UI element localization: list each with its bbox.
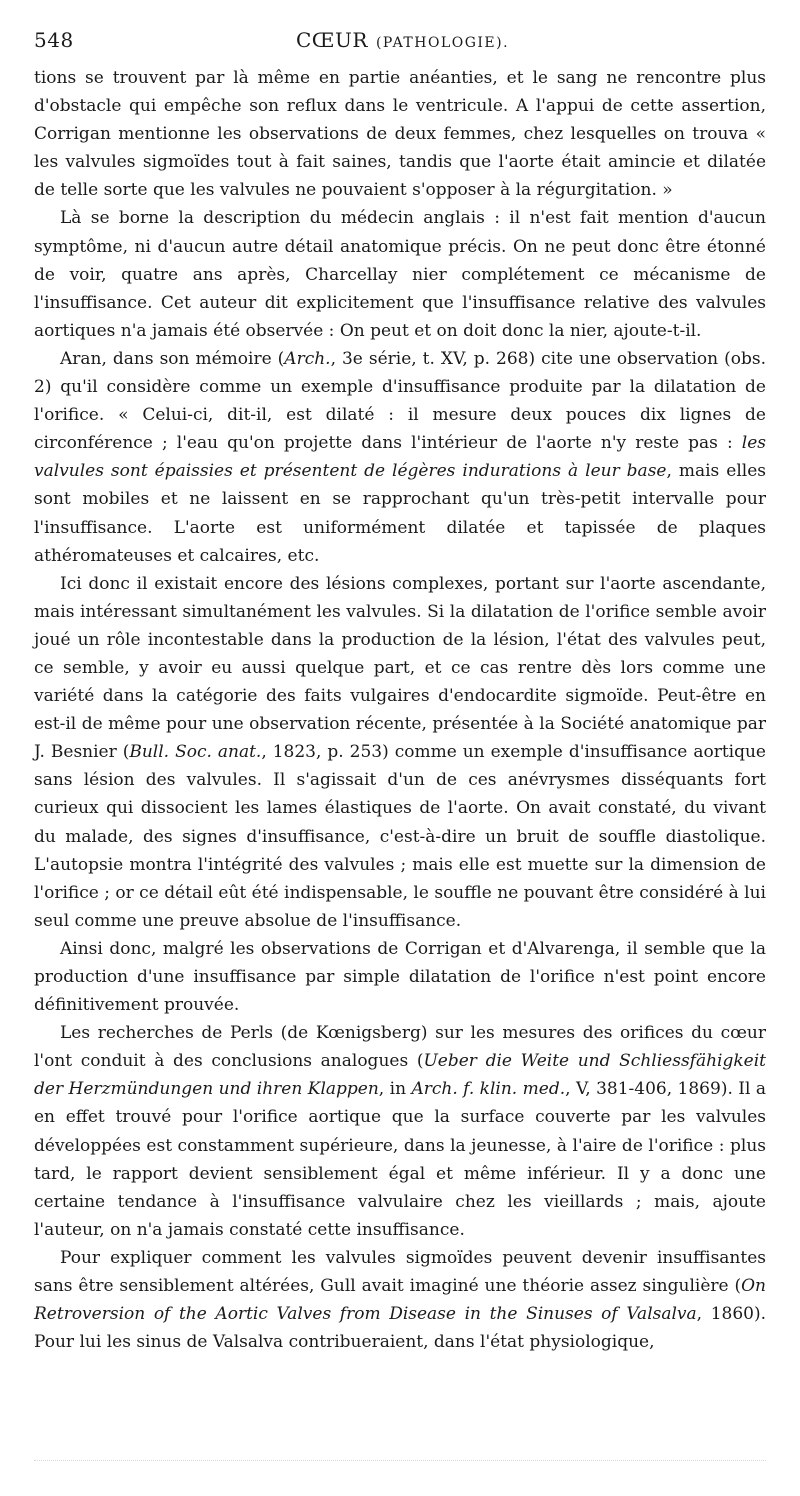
text-run: Les recherches de Perls (de Kœnigsberg) sur les mesures des orifices du cœur l'ont conduit à des conclusions analogues (: [34, 1023, 766, 1072]
book-page: [34, 28, 766, 1356]
paragraph-p1: [34, 64, 766, 204]
page-number: 548: [34, 28, 74, 52]
italic-text: Arch.: [284, 348, 331, 369]
running-title: CŒUR: [296, 28, 368, 52]
paragraph-p7: [34, 1244, 766, 1356]
bottom-scan-artifact: [34, 1460, 766, 1465]
italic-text: Arch. f. klin. med.: [411, 1079, 566, 1100]
text-run: , 1860). Pour lui les sinus de Valsalva contribueraient, dans l'état physiologique,: [34, 1304, 767, 1353]
text-run: Là se borne la description du médecin anglais : il n'est fait mention d'aucun symptôme, ni d'aucun autre détail anatomique précis. On ne peut donc être étonné de voir, quatre ans après, Charcellay nier complétement ce mécanisme de l'insuffisance. Cet auteur dit explicitement que l'insuffisance relative des valvules aortiques n'a jamais été observée : On peut et on doit donc la nier, ajoute-t-il.: [34, 208, 766, 341]
text-run: , mais elles sont mobiles et ne laissent en se rapprochant qu'un très-petit intervalle pour l'insuffisance. L'aorte est uniformément dilatée et tapissée de plaques athéromateuses et calcaires, etc.: [34, 461, 766, 566]
italic-text: les valvules sont épaissies et présentent de légères indurations à leur base: [34, 433, 766, 482]
text-run: Aran, dans son mémoire (: [60, 348, 285, 369]
italic-text: On Retroversion of the Aortic Valves from Disease in the Sinuses of Valsalva: [34, 1276, 766, 1325]
running-head: [34, 28, 766, 64]
italic-text: Bull. Soc. anat.: [129, 742, 262, 763]
text-run: tions se trouvent par là même en partie anéanties, et le sang ne rencontre plus d'obstacle qui empêche son reflux dans le ventricule. A l'appui de cette assertion, Corrigan mentionne les observations de deux femmes, chez lesquelles on trouva « les valvules sigmoïdes tout à fait saines, tandis que l'aorte était amincie et dilatée de telle sorte que les valvules ne pouvaient s'opposer à la régurgitation. »: [34, 68, 766, 201]
paragraph-p4: [34, 570, 766, 935]
paragraph-p5: [34, 935, 766, 1019]
running-subtitle: (PATHOLOGIE).: [375, 35, 510, 51]
text-run: Ainsi donc, malgré les observations de Corrigan et d'Alvarenga, il semble que la production d'une insuffisance par simple dilatation de l'orifice n'est point encore définitivement prouvée.: [34, 938, 766, 1016]
text-run: Pour expliquer comment les valvules sigmoïdes peuvent devenir insuffisantes sans être sensiblement altérées, Gull avait imaginé une théorie assez singulière (: [34, 1247, 766, 1297]
body-text: [34, 64, 766, 1356]
paragraph-p2: [34, 204, 766, 344]
text-run: , 3e série, t. XV, p. 268) cite une observation (obs. 2) qu'il considère comme un exemple d'insuffisance produite par la dilatation de l'orifice. « Celui-ci, dit-il, est dilaté : il mesure deux pouces dix lignes de circonférence ; l'eau qu'on projette dans l'intérieur de l'aorte n'y reste pas :: [34, 348, 766, 454]
text-run: , V, 381-406, 1869). Il a en effet trouvé pour l'orifice aortique que la surface couverte par les valvules développées est constamment supérieure, dans la jeunesse, à l'aire de l'orifice : plus tard, le rapport devient sensiblement égal et même inférieur. Il y a donc une certaine tendance à l'insuffisance valvulaire chez les vieillards ; mais, ajoute l'auteur, on n'a jamais constaté cette insuffisance.: [34, 1079, 766, 1240]
paragraph-p6: [34, 1019, 766, 1244]
italic-text: Ueber die Weite und Schliessfähigkeit der Herzmündungen und ihren Klappen: [34, 1051, 766, 1100]
paragraph-p3: [34, 345, 766, 570]
text-run: , 1823, p. 253) comme un exemple d'insuffisance aortique sans lésion des valvules. Il s'agissait d'un de ces anévrysmes disséquants fort curieux qui dissocient les lames élastiques de l'aorte. On avait constaté, du vivant du malade, des signes d'insuffisance, c'est-à-dire un bruit de souffle diastolique. L'autopsie montra l'intégrité des valvules ; mais elle est muette sur la dimension de l'orifice ; or ce détail eût été indispensable, le souffle ne pouvant être considéré à lui seul comme une preuve absolue de l'insuffisance.: [34, 742, 766, 931]
text-run: Ici donc il existait encore des lésions complexes, portant sur l'aorte ascendante, mais intéressant simultanément les valvules. Si la dilatation de l'orifice semble avoir joué un rôle incontestable dans la production de la lésion, l'état des valvules peut, ce semble, y avoir eu aussi quelque part, et ce cas rentre dès lors comme une variété dans la catégorie des faits vulgaires d'endocardite sigmoïde. Peut-être en est-il de même pour une observation récente, présentée à la Société anatomique par J. Besnier (: [34, 573, 766, 763]
text-run: , in: [378, 1079, 412, 1100]
